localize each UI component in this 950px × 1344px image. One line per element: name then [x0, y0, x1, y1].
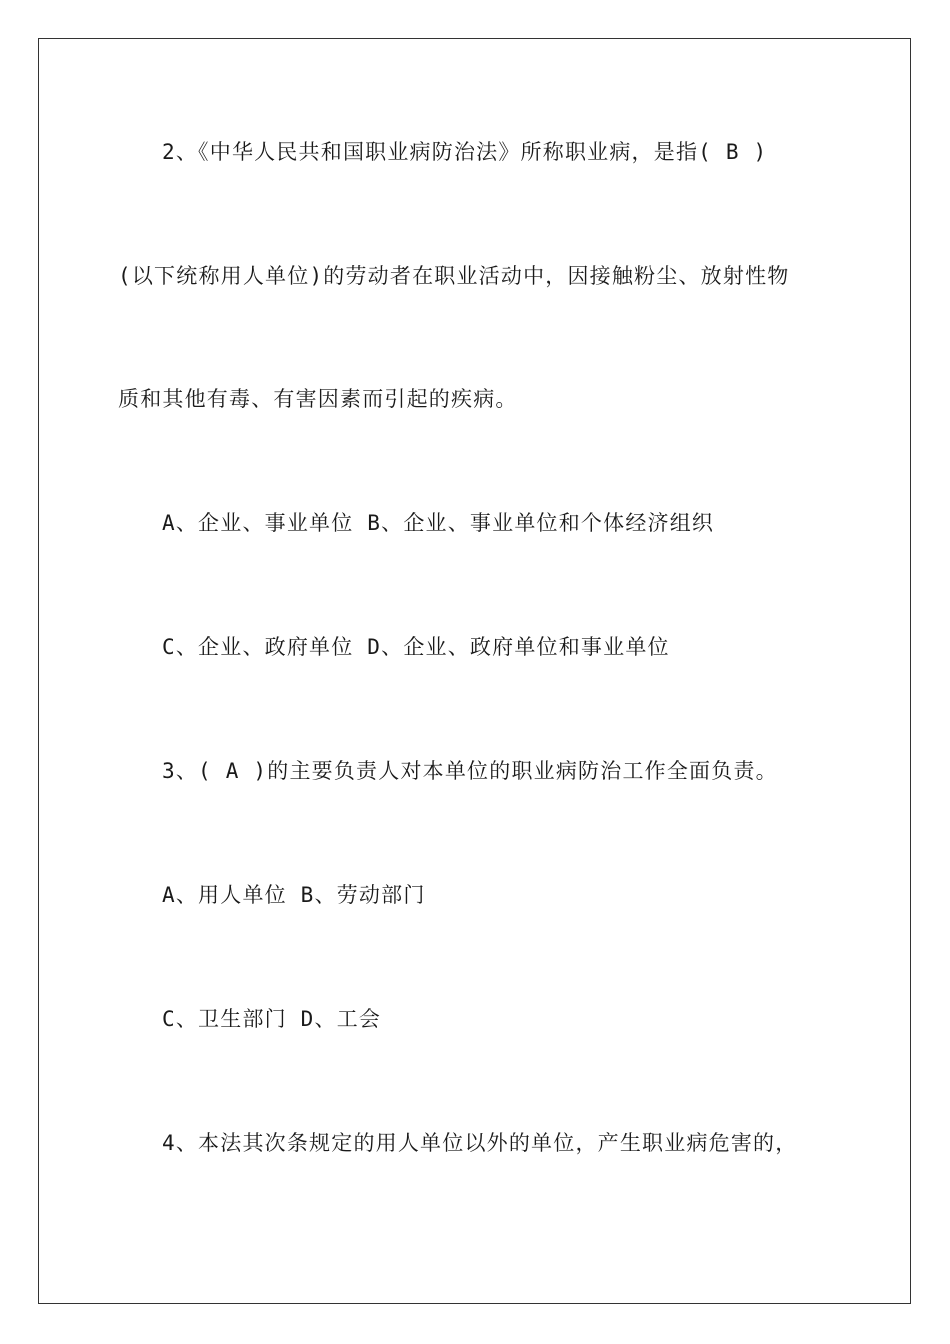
- question-3-options-ab: A、用人单位 B、劳动部门: [162, 883, 426, 907]
- question-2-options-ab: A、企业、事业单位 B、企业、事业单位和个体经济组织: [162, 511, 715, 535]
- question-3-stem: 3、( A )的主要负责人对本单位的职业病防治工作全面负责。: [162, 759, 778, 783]
- question-2-stem-line-3: 质和其他有毒、有害因素而引起的疾病。: [118, 387, 518, 411]
- question-4-stem-line-1: 4、本法其次条规定的用人单位以外的单位，产生职业病危害的，: [162, 1131, 798, 1155]
- question-2-stem-line-1: 2、《中华人民共和国职业病防治法》所称职业病，是指( B ): [162, 140, 768, 164]
- question-2-options-cd: C、企业、政府单位 D、企业、政府单位和事业单位: [162, 635, 670, 659]
- question-2-stem-line-2: (以下统称用人单位)的劳动者在职业活动中，因接触粉尘、放射性物: [118, 264, 790, 288]
- page-border: [38, 38, 911, 1304]
- question-3-options-cd: C、卫生部门 D、工会: [162, 1007, 382, 1031]
